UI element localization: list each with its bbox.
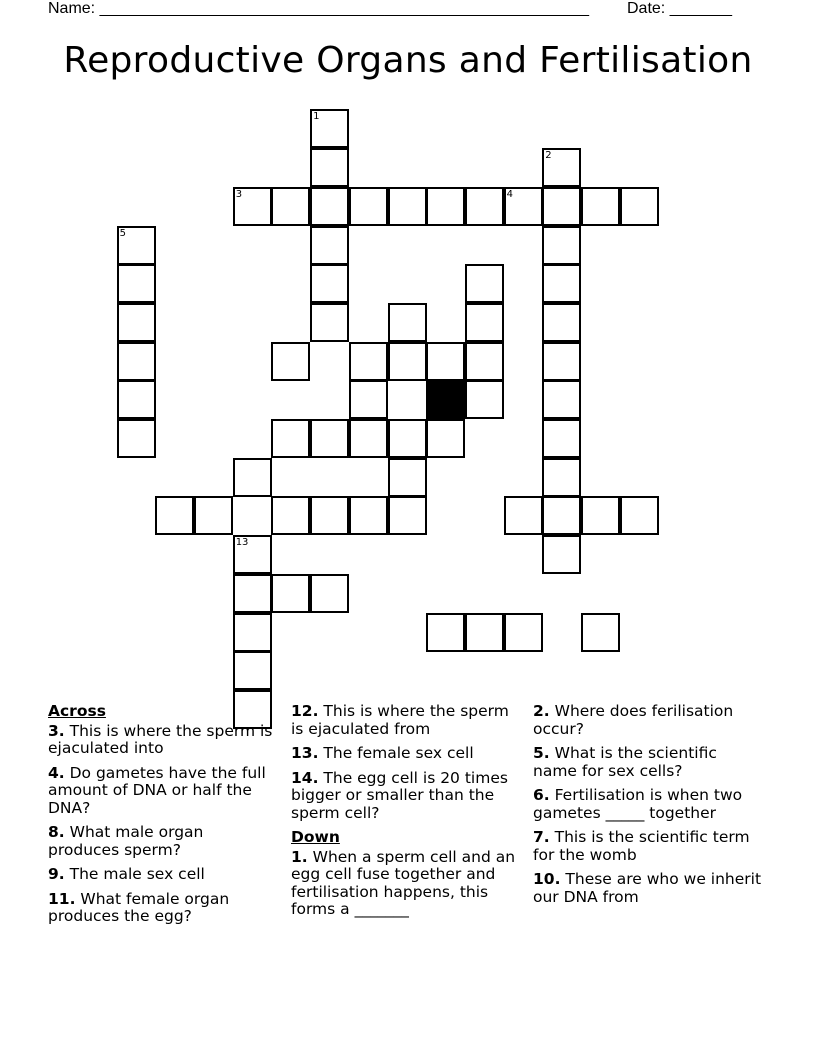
crossword-cell[interactable] xyxy=(465,342,504,381)
clue-text: The male sex cell xyxy=(64,865,205,883)
crossword-cell[interactable] xyxy=(117,419,156,458)
crossword-cell[interactable] xyxy=(233,458,272,497)
clue-text: Fertilisation is when two gametes _____ together xyxy=(533,786,743,822)
crossword-cell[interactable] xyxy=(426,613,465,652)
down-clue-list xyxy=(291,849,516,919)
clue-text: These are who we inherit our DNA from xyxy=(533,870,762,906)
crossword-cell[interactable] xyxy=(388,303,427,342)
down-clue xyxy=(533,787,763,822)
crossword-cell[interactable] xyxy=(542,187,581,226)
crossword-cell[interactable] xyxy=(271,574,310,613)
clues-column-2 xyxy=(291,703,516,926)
crossword-cell[interactable] xyxy=(542,419,581,458)
crossword-cell[interactable] xyxy=(388,342,427,381)
crossword-cell[interactable] xyxy=(620,496,659,535)
crossword-cell[interactable] xyxy=(310,419,349,458)
clue-number: 13 xyxy=(235,537,249,549)
crossword-cell[interactable] xyxy=(117,380,156,419)
crossword-cell[interactable] xyxy=(310,496,349,535)
crossword-cell[interactable] xyxy=(117,342,156,381)
crossword-cell[interactable] xyxy=(542,535,581,574)
crossword-cell[interactable] xyxy=(310,574,349,613)
crossword-cell[interactable] xyxy=(271,496,310,535)
crossword-cell[interactable] xyxy=(233,613,272,652)
down-clue xyxy=(291,849,516,919)
crossword-cell[interactable] xyxy=(504,187,543,226)
crossword-cell[interactable] xyxy=(465,303,504,342)
clue-number-label: 13. xyxy=(291,744,319,762)
crossword-cell[interactable] xyxy=(310,109,349,148)
crossword-cell[interactable] xyxy=(233,187,272,226)
crossword-cell[interactable] xyxy=(155,496,194,535)
crossword-cell[interactable] xyxy=(504,496,543,535)
across-clue xyxy=(48,723,278,758)
crossword-cell[interactable] xyxy=(465,613,504,652)
clue-number-label: 6. xyxy=(533,786,550,804)
clue-text: The female sex cell xyxy=(318,744,474,762)
across-clue-list-continued xyxy=(291,703,516,822)
crossword-cell[interactable] xyxy=(388,496,427,535)
clue-text: This is the scientific term for the womb xyxy=(533,828,750,864)
across-clue xyxy=(291,745,516,763)
crossword-cell[interactable] xyxy=(542,226,581,265)
crossword-cell[interactable] xyxy=(542,342,581,381)
crossword-cell[interactable] xyxy=(465,187,504,226)
clue-text: What is the scientific name for sex cells? xyxy=(533,744,717,780)
clue-number-label: 7. xyxy=(533,828,550,846)
across-clue xyxy=(48,866,278,884)
crossword-cell[interactable] xyxy=(426,419,465,458)
crossword-cell[interactable] xyxy=(271,187,310,226)
crossword-cell[interactable] xyxy=(388,419,427,458)
crossword-cell[interactable] xyxy=(310,187,349,226)
crossword-cell[interactable] xyxy=(542,380,581,419)
clue-text: The egg cell is 20 times bigger or smaller than the sperm cell? xyxy=(291,768,508,822)
clue-text: Do gametes have the full amount of DNA or half the DNA? xyxy=(48,763,266,817)
clue-number-label: 5. xyxy=(533,744,550,762)
down-heading: Down xyxy=(291,828,340,846)
across-clue-list xyxy=(48,723,278,926)
crossword-cell[interactable] xyxy=(349,496,388,535)
clue-text: What female organ produces the egg? xyxy=(48,889,230,925)
clue-text: Where does ferilisation occur? xyxy=(533,702,734,738)
clue-number: 1 xyxy=(313,111,320,123)
crossword-cell[interactable] xyxy=(310,264,349,303)
clue-number: 4 xyxy=(506,188,513,200)
across-clue xyxy=(48,765,278,818)
clue-number-label: 4. xyxy=(48,763,65,782)
crossword-cell[interactable] xyxy=(581,613,620,652)
crossword-cell[interactable] xyxy=(388,187,427,226)
page-title: Reproductive Organs and Fertilisation xyxy=(63,40,753,81)
crossword-cell[interactable] xyxy=(465,264,504,303)
crossword-cell[interactable] xyxy=(117,303,156,342)
crossword-cell[interactable] xyxy=(310,226,349,265)
crossword-cell[interactable] xyxy=(349,380,388,419)
clue-number-label: 1. xyxy=(291,847,308,866)
across-clue xyxy=(48,824,278,859)
crossword-block xyxy=(426,380,465,419)
clues-column-1 xyxy=(48,703,278,933)
clue-number: 5 xyxy=(119,227,126,239)
crossword-cell[interactable] xyxy=(117,264,156,303)
crossword-cell[interactable] xyxy=(542,264,581,303)
crossword-cell[interactable] xyxy=(542,496,581,535)
crossword-cell[interactable] xyxy=(426,187,465,226)
across-clue xyxy=(48,891,278,926)
clue-number-label: 3. xyxy=(48,721,65,740)
clue-text: This is where the sperm is ejaculated into xyxy=(48,721,273,757)
crossword-cell[interactable] xyxy=(542,148,581,187)
clue-text: What male organ produces sperm? xyxy=(48,823,204,859)
crossword-cell[interactable] xyxy=(349,342,388,381)
crossword-cell[interactable] xyxy=(426,342,465,381)
crossword-cell[interactable] xyxy=(233,651,272,690)
crossword-cell[interactable] xyxy=(504,613,543,652)
crossword-cell[interactable] xyxy=(542,303,581,342)
crossword-cell[interactable] xyxy=(117,226,156,265)
clue-text: When a sperm cell and an egg cell fuse together and fertilisation happens, this forms a _______ xyxy=(291,847,516,918)
clue-number: 2 xyxy=(545,150,552,162)
down-clue-list-continued xyxy=(533,703,763,906)
crossword-cell[interactable] xyxy=(233,574,272,613)
across-heading: Across xyxy=(48,702,106,720)
down-clue xyxy=(533,703,763,738)
crossword-cell[interactable] xyxy=(620,187,659,226)
clues-column-3 xyxy=(533,703,763,913)
across-clue xyxy=(291,770,516,823)
crossword-cell[interactable] xyxy=(349,187,388,226)
down-clue xyxy=(533,871,763,906)
clue-number-label: 9. xyxy=(48,865,65,883)
down-clue xyxy=(533,745,763,780)
crossword-cell[interactable] xyxy=(310,303,349,342)
crossword-cell[interactable] xyxy=(581,496,620,535)
clue-number-label: 14. xyxy=(291,768,319,787)
down-clue xyxy=(533,829,763,864)
name-field-label: Name: _______________________________________________________ xyxy=(48,0,589,17)
clue-number-label: 12. xyxy=(291,702,319,720)
crossword-cell[interactable] xyxy=(271,419,310,458)
crossword-cell[interactable] xyxy=(194,496,233,535)
clue-number-label: 10. xyxy=(533,870,561,888)
crossword-cell[interactable] xyxy=(271,342,310,381)
clue-number: 3 xyxy=(235,188,243,200)
crossword-cell[interactable] xyxy=(310,148,349,187)
crossword-cell[interactable] xyxy=(349,419,388,458)
date-field-label: Date: _______ xyxy=(627,0,732,17)
clue-text: This is where the sperm is ejaculated from xyxy=(291,702,509,738)
crossword-cell[interactable] xyxy=(465,380,504,419)
crossword-cell[interactable] xyxy=(233,535,272,574)
crossword-cell[interactable] xyxy=(581,187,620,226)
crossword-cell[interactable] xyxy=(388,458,427,497)
across-clue xyxy=(291,703,516,738)
clue-number-label: 2. xyxy=(533,702,550,720)
crossword-cell[interactable] xyxy=(542,458,581,497)
clue-number-label: 8. xyxy=(48,823,65,841)
clue-number-label: 11. xyxy=(48,889,76,908)
